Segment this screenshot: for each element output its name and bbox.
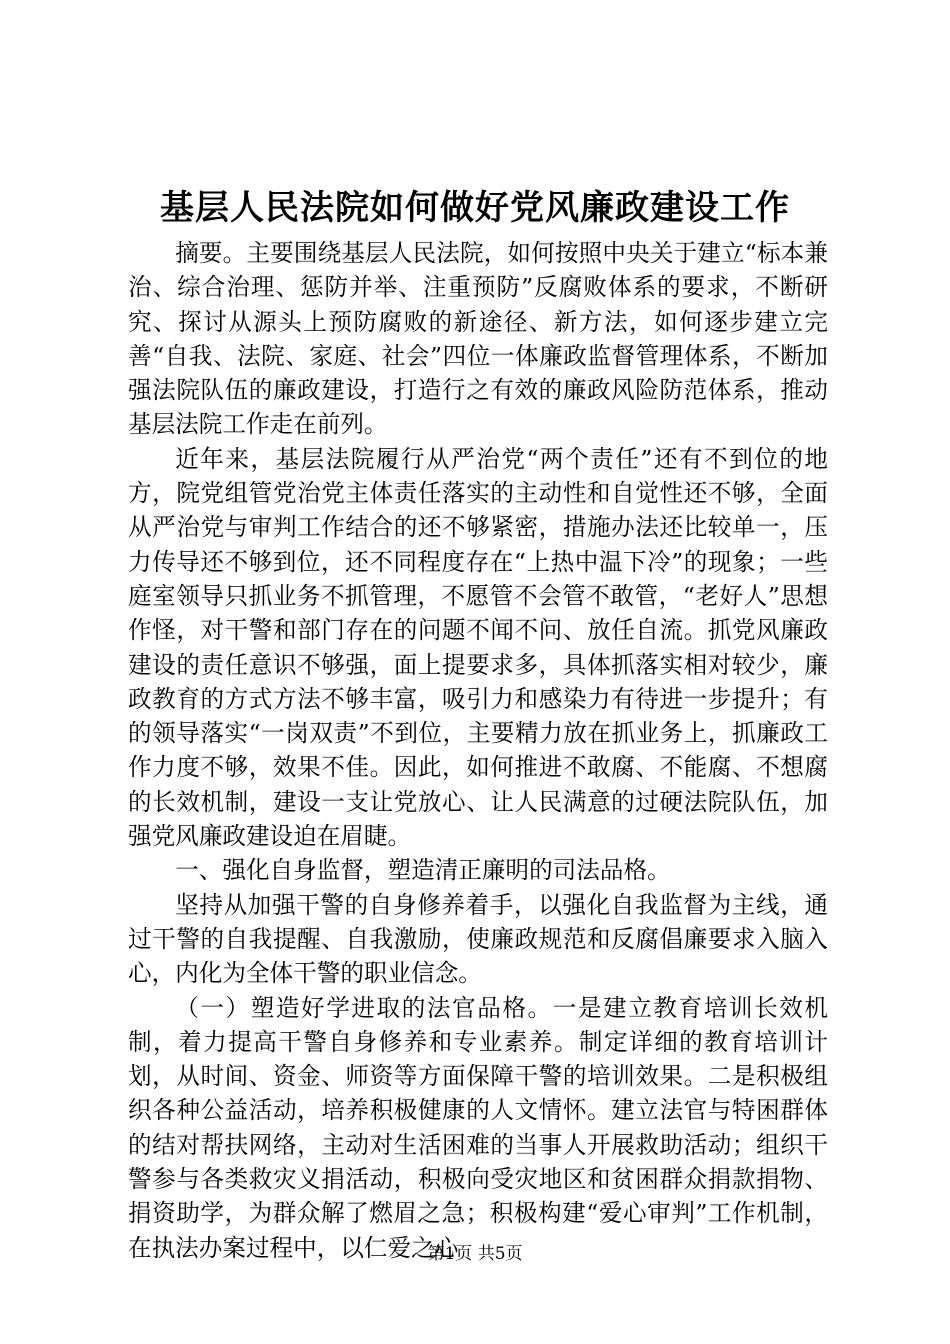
paragraph-background: 近年来，基层法院履行从严治党“两个责任”还有不到位的地方，院党组管党治党主体责任落实的主动性和自觉性还不够，全面从严治党与审判工作结合的还不够紧密，措施办法还比较单一，压力传导还不够到位，还不同程度存在“上热中温下冷”的现象；一些庭室领导只抓业务不抓管理，不愿管不会管不敢管，“老好人”思想作怪，对干警和部门存在的问题不闻不问、放任自流。抓党风廉政建设的责任意识不够强，面上提要求多，具体抓落实相对较少，廉政教育的方式方法不够丰富，吸引力和感染力有待进一步提升；有的领导落实“一岗双责”不到位，主要精力放在抓业务上，抓廉政工作力度不够，效果不佳。因此，如何推进不敢腐、不能腐、不想腐的长效机制，建设一支让党放心、让人民满意的过硬法院队伍，加强党风廉政建设迫在眉睫。 [128, 444, 828, 851]
page-footer: 第1页 共5页 [427, 1244, 523, 1264]
paragraph-subsection-1: （一）塑造好学进取的法官品格。一是建立教育培训长效机制，着力提高干警自身修养和专业素养。制定详细的教育培训计划，从时间、资金、师资等方面保障干警的培训效果。二是积极组织各种公益活动，培养积极健康的人文情怀。建立法官与特困群体的结对帮扶网络，主动对生活困难的当事人开展救助活动；组织干警参与各类救灾义捐活动，积极向受灾地区和贫困群众捐款捐物、捐资助学，为群众解了燃眉之急；积极构建“爱心审判”工作机制，在执法办案过程中，以仁爱之心 [128, 993, 828, 1262]
paragraph-abstract: 摘要。主要围绕基层人民法院，如何按照中央关于建立“标本兼治、综合治理、惩防并举、注重预防”反腐败体系的要求，不断研究、探讨从源头上预防腐败的新途径、新方法，如何逐步建立完善“自我、法院、家庭、社会”四位一体廉政监督管理体系，不断加强法院队伍的廉政建设，打造行之有效的廉政风险防范体系，推动基层法院工作走在前列。 [128, 239, 828, 439]
document-body [128, 236, 828, 1265]
document-title: 基层人民法院如何做好党风廉政建设工作 [160, 188, 790, 228]
section-heading-1: 一、强化自身监督，塑造清正廉明的司法品格。 [175, 856, 671, 885]
paragraph-section-1-intro: 坚持从加强干警的自身修养着手，以强化自我监督为主线，通过干警的自我提醒、自我激励，使廉政规范和反腐倡廉要求入脑入心，内化为全体干警的职业信念。 [128, 890, 828, 988]
